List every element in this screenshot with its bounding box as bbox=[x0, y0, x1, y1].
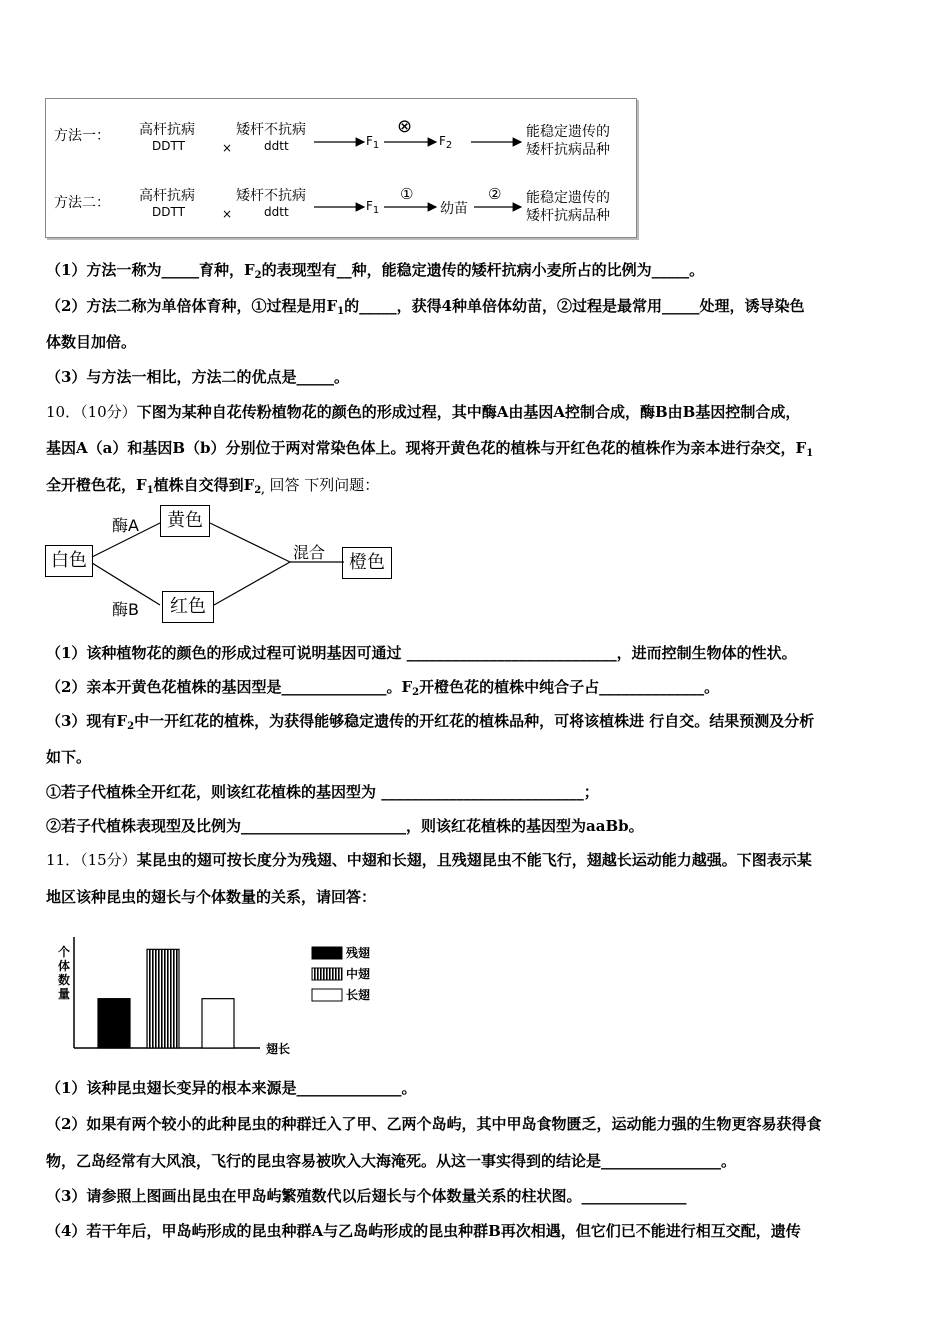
legend-swatch-2 bbox=[312, 989, 342, 1001]
q10-line2: 基因A（a）和基因B（b）分别位于两对常染色体上。现将开黄色花的植株与开红色花的植株作为亲本进行杂交，$F_1$ bbox=[46, 439, 814, 459]
selfing-icon: ⊗ bbox=[397, 116, 413, 137]
red-to-orange-line bbox=[214, 562, 290, 605]
orange-box: 橙色 bbox=[342, 547, 392, 579]
q9-sub2-cont: 体数目加倍。 bbox=[46, 333, 137, 351]
legend-label-0: 残翅 bbox=[346, 946, 371, 960]
method2-result-line2: 矮杆抗病品种 bbox=[526, 208, 610, 224]
method1-parent2-genotype: ddtt bbox=[264, 139, 289, 153]
method1-parent1-trait: 高杆抗病 bbox=[139, 122, 195, 138]
step1-marker: ① bbox=[400, 185, 414, 203]
method1-f2: $F_2$ bbox=[439, 134, 453, 151]
step2-marker: ② bbox=[488, 185, 502, 203]
enzyme-a-label: 酶A bbox=[112, 516, 139, 535]
method2-parent2-trait: 矮杆不抗病 bbox=[236, 188, 306, 204]
method2-parent2-genotype: ddtt bbox=[264, 205, 289, 219]
method1-cross-symbol: × bbox=[222, 141, 233, 155]
red-box: 红色 bbox=[162, 591, 214, 623]
bar-medium-wing bbox=[147, 949, 179, 1048]
q10-result2: ②若子代植株表现型及比例为______________________，则该红花植株的基因型为aaBb。 bbox=[46, 817, 644, 835]
mix-label: 混合 bbox=[293, 543, 326, 562]
method1-f1: $F_1$ bbox=[366, 134, 380, 151]
method1-result-line2: 矮杆抗病品种 bbox=[526, 142, 610, 158]
method1-label: 方法一： bbox=[54, 128, 110, 144]
method2-result-line1: 能稳定遗传的 bbox=[526, 190, 610, 206]
legend-swatch-1 bbox=[312, 968, 342, 980]
breeding-methods-figure bbox=[45, 98, 637, 238]
q11-sub4: （4）若干年后，甲岛屿形成的昆虫种群A与乙岛屿形成的昆虫种群B再次相遇，但它们已不能进行相互交配，遗传 bbox=[46, 1222, 801, 1240]
q9-sub3: （3）与方法一相比，方法二的优点是_____。 bbox=[46, 368, 349, 386]
method2-cross-symbol: × bbox=[222, 207, 233, 221]
q10-sub2: （2）亲本开黄色花植株的基因型是______________。$F_2$开橙色花的植株中纯合子占______________。 bbox=[46, 678, 720, 698]
method2-parent1-genotype: DDTT bbox=[152, 205, 185, 219]
q10-result1: ①若子代植株全开红花，则该红花植株的基因型为 ___________________________； bbox=[46, 783, 599, 801]
flower-color-pathway bbox=[44, 505, 404, 625]
method2-seedling: 幼苗 bbox=[440, 201, 468, 217]
legend-swatch-0 bbox=[312, 947, 342, 959]
q11-sub1: （1）该种昆虫翅长变异的根本来源是______________。 bbox=[46, 1079, 417, 1097]
q10-sub1: （1）该种植物花的颜色的形成过程可说明基因可通过 ____________________________，进而控制生物体的性状。 bbox=[46, 644, 797, 662]
chart-svg bbox=[50, 925, 390, 1060]
q10-line1: 10．（10分）下图为某种自花传粉植物花的颜色的形成过程，其中酶A由基因A控制合成，酶B由B基因控制合成， bbox=[46, 403, 801, 421]
wing-length-chart bbox=[50, 925, 390, 1060]
method1-parent1-genotype: DDTT bbox=[152, 139, 185, 153]
x-axis-label: 翅长 bbox=[266, 1042, 291, 1056]
method1-parent2-trait: 矮杆不抗病 bbox=[236, 122, 306, 138]
legend-label-2: 长翅 bbox=[346, 988, 371, 1002]
method2-label: 方法二： bbox=[54, 195, 110, 211]
yellow-box: 黄色 bbox=[160, 505, 210, 537]
q10-line3: 全开橙色花，$F_1$植株自交得到$F_{2,}$ 回答 下列问题： bbox=[46, 476, 380, 496]
method1-result-line1: 能稳定遗传的 bbox=[526, 124, 610, 140]
q11-line2: 地区该种昆虫的翅长与个体数量的关系，请回答： bbox=[46, 888, 377, 906]
method2-f1: $F_1$ bbox=[366, 199, 380, 216]
legend-label-1: 中翅 bbox=[346, 967, 371, 981]
white-box: 白色 bbox=[45, 545, 93, 577]
y-axis-label: 个体数量 bbox=[58, 945, 71, 1001]
q11-sub3: （3）请参照上图画出昆虫在甲岛屿繁殖数代以后翅长与个体数量关系的柱状图。______________ bbox=[46, 1187, 687, 1205]
q11-sub2-cont: 物，乙岛经常有大风浪，飞行的昆虫容易被吹入大海淹死。从这一事实得到的结论是________________。 bbox=[46, 1152, 737, 1170]
enzyme-b-label: 酶B bbox=[112, 600, 139, 619]
bar-long-wing bbox=[202, 999, 234, 1048]
q11-line1: 11．（15分）某昆虫的翅可按长度分为残翅、中翅和长翅，且残翅昆虫不能飞行，翅越长运动能力越强。下图表示某 bbox=[46, 851, 812, 869]
q9-sub1: （1）方法一称为_____育种，$F_2$的表现型有__种，能稳定遗传的矮杆抗病小麦所占的比例为_____。 bbox=[46, 261, 705, 281]
method2-parent1-trait: 高杆抗病 bbox=[139, 188, 195, 204]
q11-sub2: （2）如果有两个较小的此种昆虫的种群迁入了甲、乙两个岛屿，其中甲岛食物匮乏，运动能力强的生物更容易获得食 bbox=[46, 1115, 822, 1133]
bar-short-wing bbox=[98, 999, 130, 1048]
yellow-to-orange-line bbox=[210, 523, 290, 562]
q9-sub2: （2）方法二称为单倍体育种，①过程是用$F_1$的_____，获得4种单倍体幼苗，②过程是最常用_____处理，诱导染色 bbox=[46, 297, 805, 317]
q10-sub3: （3）现有$F_2$中一开红花的植株，为获得能够稳定遗传的开红花的植株品种，可将该植株进 行自交。结果预测及分析 bbox=[46, 712, 815, 732]
q10-sub3-cont: 如下。 bbox=[46, 748, 92, 766]
